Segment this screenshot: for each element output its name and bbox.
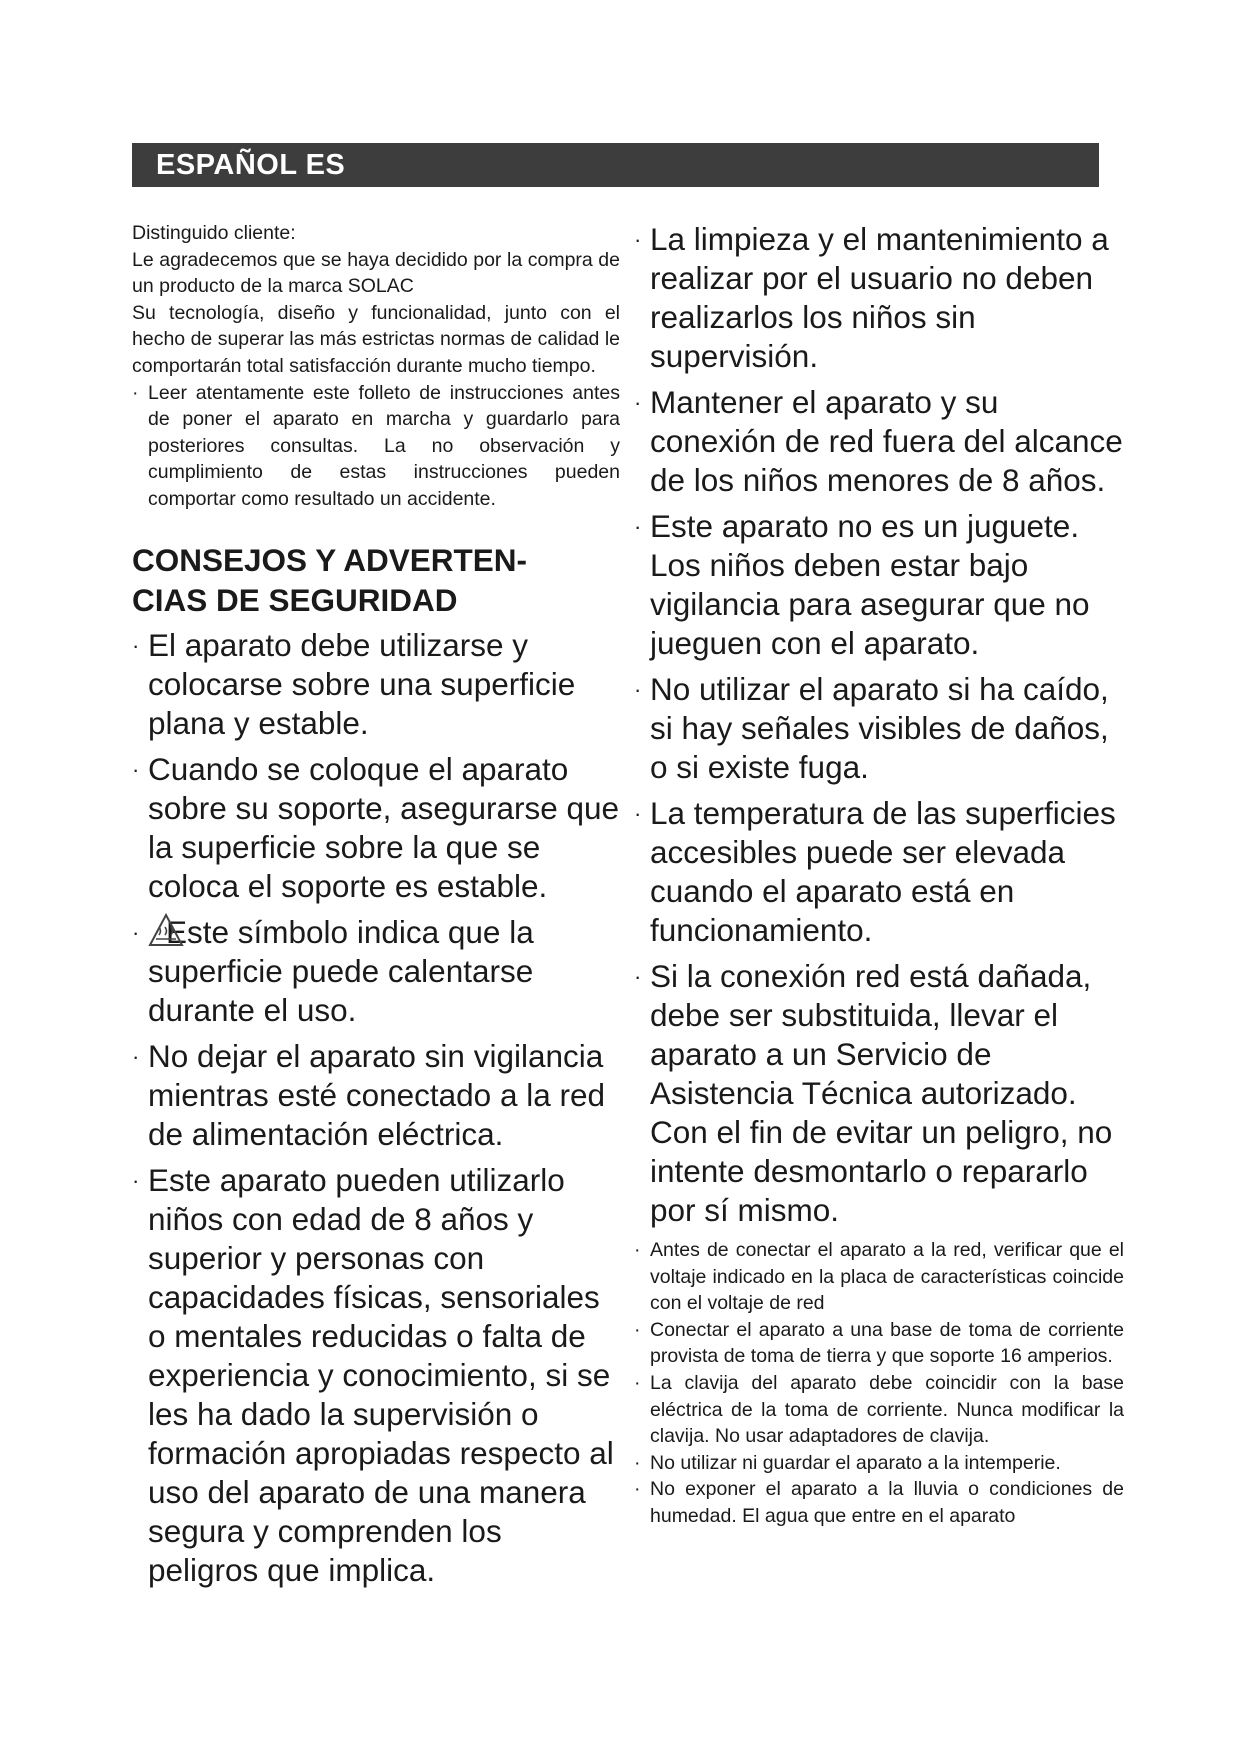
safety-list-left — [132, 626, 620, 1590]
list-item: · El aparato debe utilizarse y colocarse sobre una superficie plana y estable. — [132, 626, 576, 741]
safety-list-right — [634, 220, 1124, 1230]
list-item: · La temperatura de las superficies accesibles puede ser elevada cuando el aparato está en funcionamiento. — [634, 795, 1116, 948]
hot-surface-warning-icon — [148, 913, 184, 947]
list-item: · No utilizar ni guardar el aparato a la intemperie. — [634, 1451, 1061, 1474]
list-item: · Cuando se coloque el aparato sobre su soporte, asegurarse que la superficie sobre la que se coloca el soporte es estable. — [132, 750, 620, 904]
list-item: · Este aparato pueden utilizarlo niños con edad de 8 años y superior y personas con capacidades físicas, sensoriales o mentales reducidas o falta de experiencia y conocimiento, si se les ha dado la supervisión o formación apropiadas respecto al uso del aparato de una manera segura y comprenden los peligros que implica. — [132, 1161, 614, 1588]
list-item: · Este símbolo indica que la superficie puede calentarse durante el uso. — [132, 913, 534, 1028]
right-column — [634, 220, 1124, 1530]
language-title: ESPAÑOL ES — [156, 149, 346, 181]
list-item: · Si la conexión red está dañada, debe ser substituida, llevar el aparato a un Servicio de Asistencia Técnica autorizado. Con el fin de evitar un peligro, no intente desmontarlo o repararlo por sí mismo. — [634, 958, 1113, 1228]
list-item: · Conectar el aparato a una base de toma de corriente provista de toma de tierra y que soporte 16 amperios. — [634, 1318, 1124, 1368]
list-item: · No exponer el aparato a la lluvia o condiciones de humedad. El agua que entre en el aparato — [634, 1478, 1124, 1527]
list-item: · No utilizar el aparato si ha caído, si hay señales visibles de daños, o si existe fuga. — [634, 671, 1109, 785]
intro-list-item: · Leer atentamente este folleto de instrucciones antes de poner el aparato en marcha y guardarlo para posteriores consultas. La no observación y cumplimiento de estas instrucciones pueden comportar como resultado un accidente. — [132, 381, 620, 510]
list-item: · La limpieza y el mantenimiento a realizar por el usuario no deben realizarlos los niños sin supervisión. — [634, 221, 1109, 374]
list-item: · Mantener el aparato y su conexión de red fuera del alcance de los niños menores de 8 años. — [634, 384, 1123, 498]
intro-greeting: Distinguido cliente: — [132, 222, 296, 244]
list-item: · No dejar el aparato sin vigilancia mientras esté conectado a la red de alimentación eléctrica. — [132, 1037, 606, 1152]
left-column — [132, 220, 620, 1597]
intro-list — [132, 380, 620, 513]
safety-heading: CONSEJOS Y ADVERTEN- CIAS DE SEGURIDAD — [132, 541, 528, 618]
language-header-bar — [132, 143, 1099, 187]
list-item: · Este aparato no es un juguete. Los niños deben estar bajo vigilancia para asegurar que no jueguen con el aparato. — [634, 508, 1090, 661]
intro-paragraph-2: Su tecnología, diseño y funcionalidad, junto con el hecho de superar las más estrictas normas de calidad le comportarán total satisfacción durante mucho tiempo. — [132, 301, 620, 377]
list-item: · La clavija del aparato debe coincidir con la base eléctrica de la toma de corriente. Nunca modificar la clavija. No usar adaptadores de clavija. — [634, 1371, 1124, 1448]
electrical-safety-list — [634, 1237, 1124, 1530]
list-item: · Antes de conectar el aparato a la red, verificar que el voltaje indicado en la placa de características coincide con el voltaje de red — [634, 1239, 1124, 1315]
intro-paragraph-1: Le agradecemos que se haya decidido por la compra de un producto de la marca SOLAC — [132, 248, 620, 298]
